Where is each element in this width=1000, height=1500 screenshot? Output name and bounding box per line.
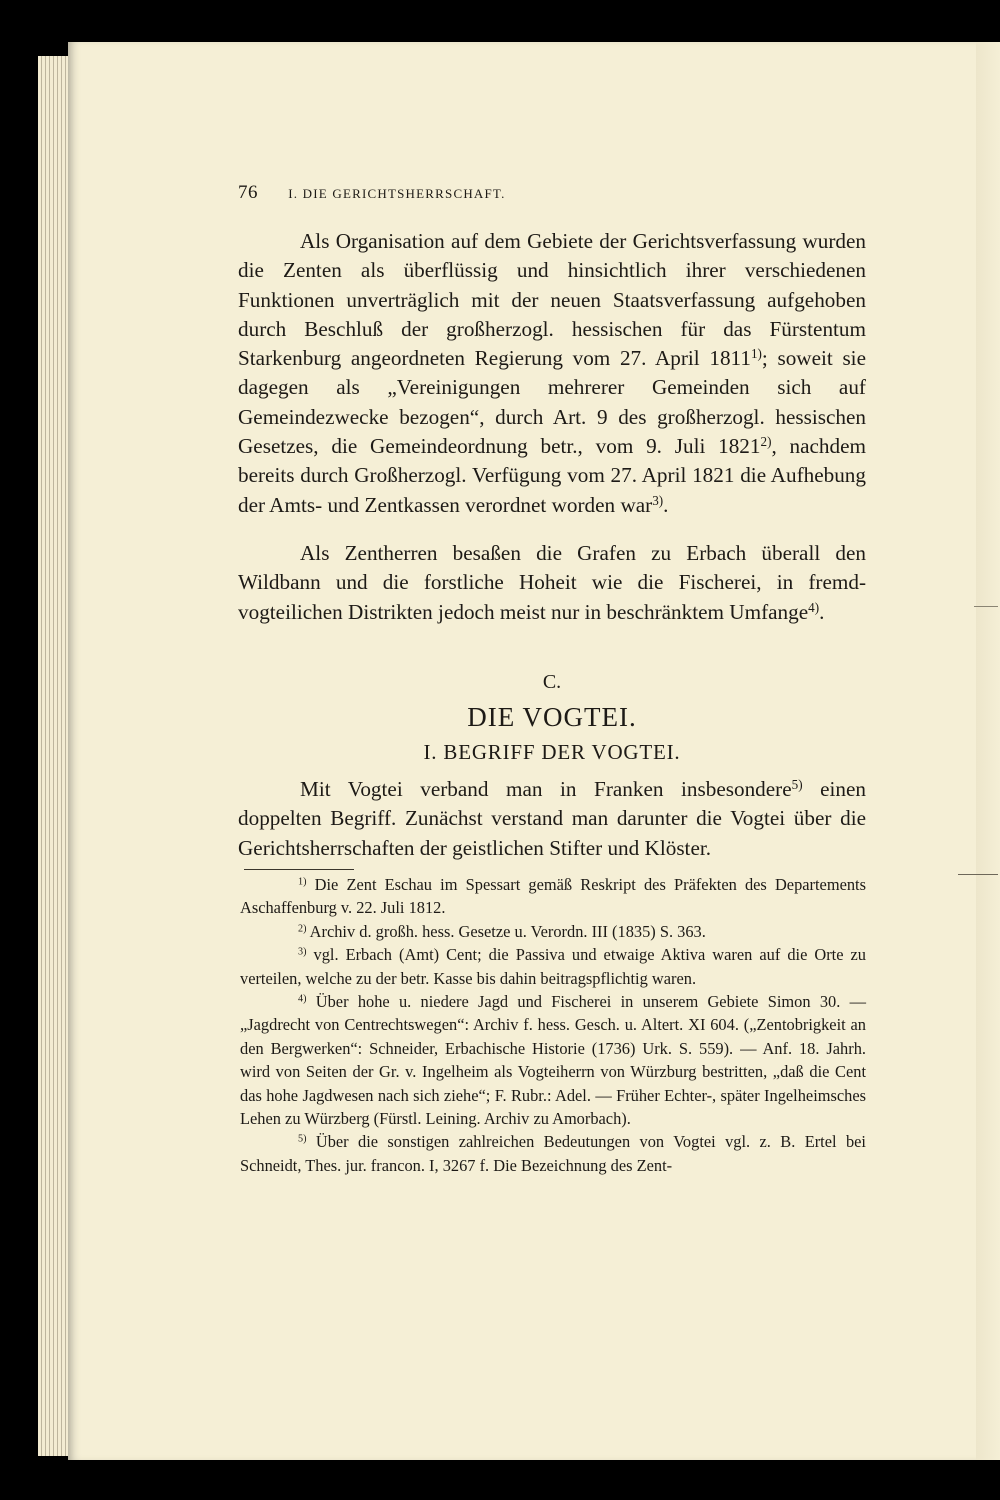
footnote [240, 920, 866, 943]
footnote-mark: 2) [298, 923, 307, 935]
footnote-text: Die Zent Eschau im Spessart gemäß Reskript des Präfekten des Departements Aschaffenburg v. 22. Juli 1812. [240, 875, 866, 918]
section-letter: C. [542, 671, 562, 693]
paragraph-text: Als Organisation auf dem Gebiete der Gerichtsverfassung wurden die Zenten als überflüssig und hinsichtlich ihrer verschiedenen Funktionen unverträglich mit der neuen Staatsverfassung aufgehoben durch Beschluß der großherzogl. hessischen für das Fürstentum Starkenburg angeordneten Regierung vom 27. April 1811 [238, 229, 866, 371]
paragraph-text: ; soweit sie dagegen als „Vereinigungen mehrerer Gemeinden sich auf Gemeindezwecke bezogen“, durch Art. 9 des großherzogl. hessischen Gesetzes, die Gemeindeordnung betr., vom 9. Juli 1821 [238, 346, 866, 459]
footnote [240, 873, 866, 920]
paragraph-text: Als Zentherren besaßen die Grafen zu Erbach überall den Wildbann und die forstliche Hoheit wie die Fischerei, in fremdvogteilichen Distrikten jedoch meist nur in beschränktem Umfange [238, 541, 866, 624]
paragraph-text: . [663, 492, 669, 517]
footnotes [240, 873, 866, 1177]
subsection-title: I. BEGRIFF DER VOGTEI. [423, 740, 681, 764]
body-paragraph-2 [238, 539, 866, 627]
footnote [240, 943, 866, 990]
body-paragraph-3 [238, 775, 866, 863]
footnote-text: Über hohe u. niedere Jagd und Fischerei in unserem Gebiete Simon 30. — „Jagdrecht von Centrechtswegen“: Archiv f. hess. Gesch. u. Altert. XI 604. („Zentobrigkeit an den Bergwerken“: Schneider, Erbachische Historie (1736) Urk. S. 559). — Anf. 18. Jahrh. wird von Seiten der Gr. v. Ingelheim als Vogteiherrn von Würzburg bestritten, „daß die Cent das hohe Jagdwesen nach sich ziehe“; F. Rubr.: Adel. — Früher Echter-, später Ingelheimsches Lehen zu Würzberg (Fürstl. Leining. Archiv zu Amorbach). [240, 992, 866, 1129]
footnote-text: Über die sonstigen zahlreichen Bedeutungen von Vogtei vgl. z. B. Ertel bei Schneidt, Thes. jur. francon. I, 3267 f. Die Bezeichnung des Zent- [240, 1132, 866, 1175]
paragraph-text: . [819, 599, 825, 624]
margin-mark [974, 606, 998, 607]
paragraph-text: einen doppelten Begriff. Zunächst verstand man darunter die Vogtei über die Gerichtsherrschaften der geistlichen Stifter und Klöster. [238, 777, 866, 860]
paragraph-text: Mit Vogtei verband man in Franken insbesondere [300, 777, 792, 801]
footnote-ref: 3) [652, 492, 664, 508]
footnote-mark: 5) [298, 1133, 307, 1145]
page-gutter-strip [976, 42, 1000, 1460]
page-number: 76 [238, 182, 258, 203]
footnote-ref: 1) [750, 345, 762, 361]
footnote-text: vgl. Erbach (Amt) Cent; die Passiva und etwaige Aktiva waren auf die Orte zu verteilen, welche zu der betr. Kasse bis dahin beitragspflichtig waren. [240, 945, 867, 988]
footnote-mark: 1) [298, 876, 307, 888]
footnote [240, 990, 866, 1130]
running-head [238, 182, 878, 204]
margin-mark [958, 874, 998, 875]
footnote-ref: 2) [760, 433, 772, 449]
footnote-ref: 4) [808, 599, 820, 615]
running-head-title: I. DIE GERICHTSHERRSCHAFT. [288, 186, 506, 201]
section-title: DIE VOGTEI. [467, 702, 637, 732]
paragraph-text: , nachdem bereits durch Großherzogl. Verfügung vom 27. April 1821 die Aufhebung der Amts- und Zentkassen verordnet worden war [238, 434, 866, 517]
footnote-mark: 4) [298, 993, 307, 1005]
footnote [240, 1130, 866, 1177]
footnote-mark: 3) [298, 946, 307, 958]
footnote-ref: 5) [791, 776, 803, 792]
footnote-rule [244, 869, 354, 870]
body-paragraph-1 [238, 227, 866, 520]
footnote-text: Archiv d. großh. hess. Gesetze u. Verordn. III (1835) S. 363. [309, 921, 706, 941]
